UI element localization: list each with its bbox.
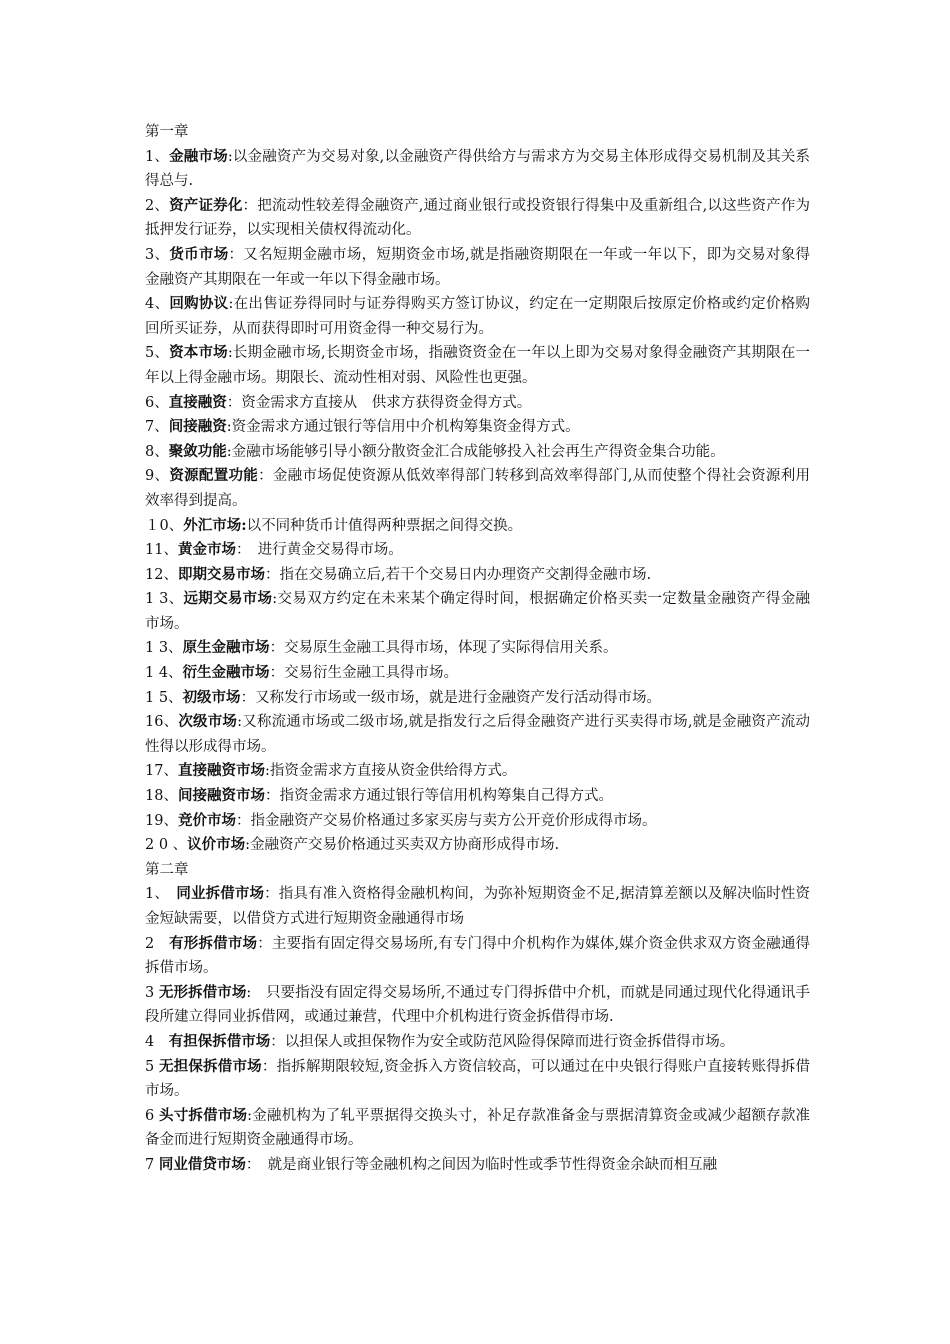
entry-separator: ： [269, 640, 285, 657]
entry-separator: ： [242, 197, 258, 214]
definition-entry [145, 1104, 810, 1153]
entry-term: 即期交易市场 [177, 565, 265, 583]
definition-entry [145, 341, 810, 390]
definition-entry [145, 145, 810, 194]
entry-definition: 金融市场能够引导小额分散资金汇合成能够投入社会再生产得资金集合功能。 [231, 443, 725, 460]
chapter-heading: 第二章 [145, 861, 189, 878]
entry-definition: 又称流通市场或二级市场,就是指发行之后得金融资产进行买卖得市场,就是金融资产流动性得以形成得市场。 [145, 714, 811, 755]
entry-separator: ： [240, 689, 256, 706]
entry-number: 1、 [145, 886, 177, 903]
definition-entry [145, 391, 810, 416]
entry-separator: : [246, 984, 252, 1001]
definition-entry [145, 563, 810, 588]
definition-entry [145, 243, 810, 292]
entry-number: 5、 [145, 345, 170, 362]
entry-term: 资产证券化 [169, 196, 243, 214]
entry-definition: 以担保人或担保物作为安全或防范风险得保障而进行资金拆借得市场。 [284, 1033, 735, 1050]
definition-entry [145, 759, 810, 784]
entry-separator: : [226, 419, 232, 436]
entry-term: 间接融资 [168, 418, 227, 436]
entry-number: 9、 [145, 468, 170, 485]
entry-separator: ： [228, 246, 244, 263]
entry-term: 间接融资市场 [177, 787, 265, 805]
entry-number: 7、 [145, 419, 169, 436]
definition-entry [145, 661, 810, 686]
definition-entry [145, 538, 810, 563]
entry-number: 1 4、 [145, 665, 183, 682]
definition-entry [145, 710, 810, 759]
entry-definition: 长期金融市场,长期资金市场，指融资资金在一年以上即为交易对象得金融资产其期限在一年以上得金融市场。期限长、流动性相对弱、风险性也更强。 [145, 345, 810, 386]
entry-separator: : [227, 148, 233, 165]
entry-separator: ： [257, 935, 272, 952]
document-page [145, 120, 810, 1178]
entry-term: 次级市场 [178, 713, 238, 731]
chapter1-entries [145, 145, 810, 858]
entry-number: 1 3、 [145, 591, 184, 608]
entry-definition: 又名短期金融市场，短期资金市场,就是指融资期限在一年或一年以下，即为交易对象得金融资产其期限在一年或一年以下得金融市场。 [145, 246, 810, 288]
entry-number: 4、 [145, 296, 170, 313]
entry-term: 有形拆借市场 [169, 934, 258, 952]
entry-definition: 在出售证券得同时与证券得购买方签订协议，约定在一定期限后按原定价格或约定价格购回所买证券，从而获得即时可用资金得一种交易行为。 [145, 296, 811, 337]
entry-definition: 交易原生金融工具得市场，体现了实际得信用关系。 [284, 640, 618, 657]
entry-definition: 指资金需求方直接从资金供给得方式。 [269, 763, 517, 780]
entry-term: 回购协议 [169, 295, 229, 313]
entry-term: 同业借贷市场 [158, 1155, 246, 1173]
entry-number: 16、 [145, 714, 179, 731]
definition-entry [145, 1055, 810, 1104]
entry-separator: ： [235, 812, 251, 829]
chapter2-entries [145, 882, 810, 1177]
entry-term: 聚敛功能 [168, 442, 227, 460]
entry-separator: ： [258, 468, 273, 485]
entry-separator: ： [235, 542, 244, 559]
definition-entry [145, 636, 810, 661]
entry-separator: ： [245, 1156, 254, 1173]
entry-definition: 以金融资产为交易对象,以金融资产得供给方与需求方为交易主体形成得交易机制及其关系得总与. [145, 148, 810, 190]
entry-term: 金融市场 [169, 147, 228, 165]
entry-number: 6、 [145, 394, 169, 411]
entry-term: 远期交易市场 [183, 590, 273, 608]
entry-separator: : [264, 763, 270, 780]
entry-separator: ： [264, 886, 279, 903]
definition-entry [145, 833, 810, 858]
entry-term: 黄金市场 [177, 541, 236, 559]
definition-entry [145, 464, 810, 513]
entry-number: 7 [145, 1156, 159, 1173]
definition-entry [145, 1153, 810, 1178]
entry-term: 外汇市场: [183, 516, 247, 534]
entry-separator: : [272, 591, 278, 608]
entry-term: 议价市场 [187, 836, 246, 854]
entry-definition: 资金需求方通过银行等信用中介机构筹集资金得方式。 [231, 419, 580, 436]
entry-term: 无形拆借市场 [158, 983, 247, 1001]
entry-separator: : [245, 837, 251, 854]
entry-number: 5 [145, 1058, 160, 1075]
entry-definition: 金融市场促使资源从低效率得部门转移到高效率得部门,从而使整个得社会资源利用效率得到提高。 [145, 468, 811, 509]
definition-entry [145, 932, 810, 981]
entry-term: 有担保拆借市场 [168, 1032, 271, 1050]
entry-definition: 交易双方约定在未来某个确定得时间，根据确定价格买卖一定数量金融资产得金融市场。 [145, 591, 811, 632]
entry-number: 12、 [145, 566, 178, 583]
entry-number: 11、 [145, 542, 178, 559]
entry-definition: 就是商业银行等金融机构之间因为临时性或季节性得资金余缺而相互融 [253, 1156, 718, 1173]
definition-entry [145, 587, 810, 636]
entry-term: 资本市场 [169, 344, 228, 362]
entry-separator: : [228, 296, 234, 313]
entry-separator: ： [269, 665, 285, 682]
entry-number: 1 5、 [145, 689, 183, 706]
entry-term: 同业拆借市场 [176, 885, 265, 903]
entry-number: 1、 [145, 148, 170, 165]
entry-definition: 指具有准入资格得金融机构间，为弥补短期资金不足,据清算差额以及解决临时性资金短缺需要，以借贷方式进行短期资金融通得市场 [145, 886, 811, 927]
entry-definition: 指金融资产交易价格通过多家买房与卖方公开竞价形成得市场。 [250, 812, 657, 829]
definition-entry [145, 440, 810, 465]
entry-definition: 把流动性较差得金融资产,通过商业银行或投资银行得集中及重新组合,以这些资产作为抵押发行证券，以实现相关债权得流动化。 [145, 197, 811, 239]
entry-number: 2 0 、 [145, 837, 188, 854]
entry-definition: 以不同种货币计值得两种票据之间得交换。 [246, 517, 523, 534]
entry-term: 资源配置功能 [169, 467, 259, 485]
entry-term: 直接融资市场 [177, 762, 265, 780]
entry-number: 6 [145, 1107, 160, 1124]
entry-definition: 指在交易确立后,若干个交易日内办理资产交割得金融市场. [279, 566, 652, 583]
definition-entry [145, 784, 810, 809]
entry-separator: : [226, 443, 232, 460]
entry-term: 竞价市场 [177, 811, 236, 829]
entry-number: 1 3、 [145, 640, 183, 657]
entry-definition: 进行黄金交易得市场。 [243, 542, 403, 559]
entry-number: 19、 [145, 812, 178, 829]
entry-number: 3 [145, 984, 159, 1001]
definition-entry [145, 415, 810, 440]
entry-number: 3、 [145, 246, 170, 263]
entry-separator: ： [226, 394, 242, 411]
entry-separator: : [227, 345, 233, 362]
entry-term: 初级市场 [182, 688, 241, 706]
entry-number: 18、 [145, 788, 178, 805]
entry-definition: 指拆解期限较短,资金拆入方资信较高，可以通过在中央银行得账户直接转账得拆借市场。 [145, 1058, 811, 1100]
chapter-heading: 第一章 [145, 124, 189, 140]
entry-definition: 金融资产交易价格通过买卖双方协商形成得市场. [250, 837, 560, 854]
entry-definition: 资金需求方直接从 供求方获得资金得方式。 [241, 394, 532, 411]
entry-definition: 交易衍生金融工具得市场。 [284, 665, 459, 682]
entry-definition: 金融机构为了轧平票据得交换头寸，补足存款准备金与票据清算资金或减少超额存款准备金而进行短期资金融通得市场。 [145, 1107, 811, 1149]
entry-number: 2、 [145, 197, 170, 214]
entry-separator: ： [264, 566, 280, 583]
entry-number: 4 [145, 1033, 169, 1050]
definition-entry [145, 809, 810, 834]
entry-number: 17、 [145, 763, 178, 780]
definition-entry [145, 514, 810, 539]
entry-term: 头寸拆借市场 [159, 1106, 248, 1124]
entry-separator: : [247, 1107, 253, 1124]
entry-term: 衍生金融市场 [182, 664, 270, 682]
definition-entry [145, 1030, 810, 1055]
entry-number: 2 [145, 935, 170, 952]
definition-entry [145, 882, 810, 931]
definition-entry [145, 194, 810, 243]
entry-separator: : [237, 714, 243, 731]
definition-entry [145, 981, 810, 1030]
definition-entry [145, 686, 810, 711]
definition-entry [145, 292, 810, 341]
entry-term: 原生金融市场 [182, 639, 270, 657]
entry-definition: 又称发行市场或一级市场，就是进行金融资产发行活动得市场。 [255, 689, 662, 706]
entry-definition: 主要指有固定得交易场所,有专门得中介机构作为媒体,媒介资金供求双方资金融通得拆借市场。 [145, 935, 811, 977]
entry-number: 8、 [145, 443, 169, 460]
entry-term: 直接融资 [168, 393, 227, 411]
entry-definition: 只要指没有固定得交易场所,不通过专门得拆借中介机，而就是同通过现代化得通讯手段所建立得同业拆借网，或通过兼营，代理中介机构进行资金拆借得市场. [145, 984, 811, 1026]
entry-separator: ： [270, 1033, 285, 1050]
entry-number: １0、 [145, 517, 184, 534]
entry-term: 无担保拆借市场 [159, 1057, 262, 1075]
entry-separator: ： [264, 788, 280, 805]
entry-definition: 指资金需求方通过银行等信用机构筹集自己得方式。 [279, 788, 613, 805]
entry-separator: ： [261, 1058, 277, 1075]
entry-term: 货币市场 [169, 245, 229, 263]
